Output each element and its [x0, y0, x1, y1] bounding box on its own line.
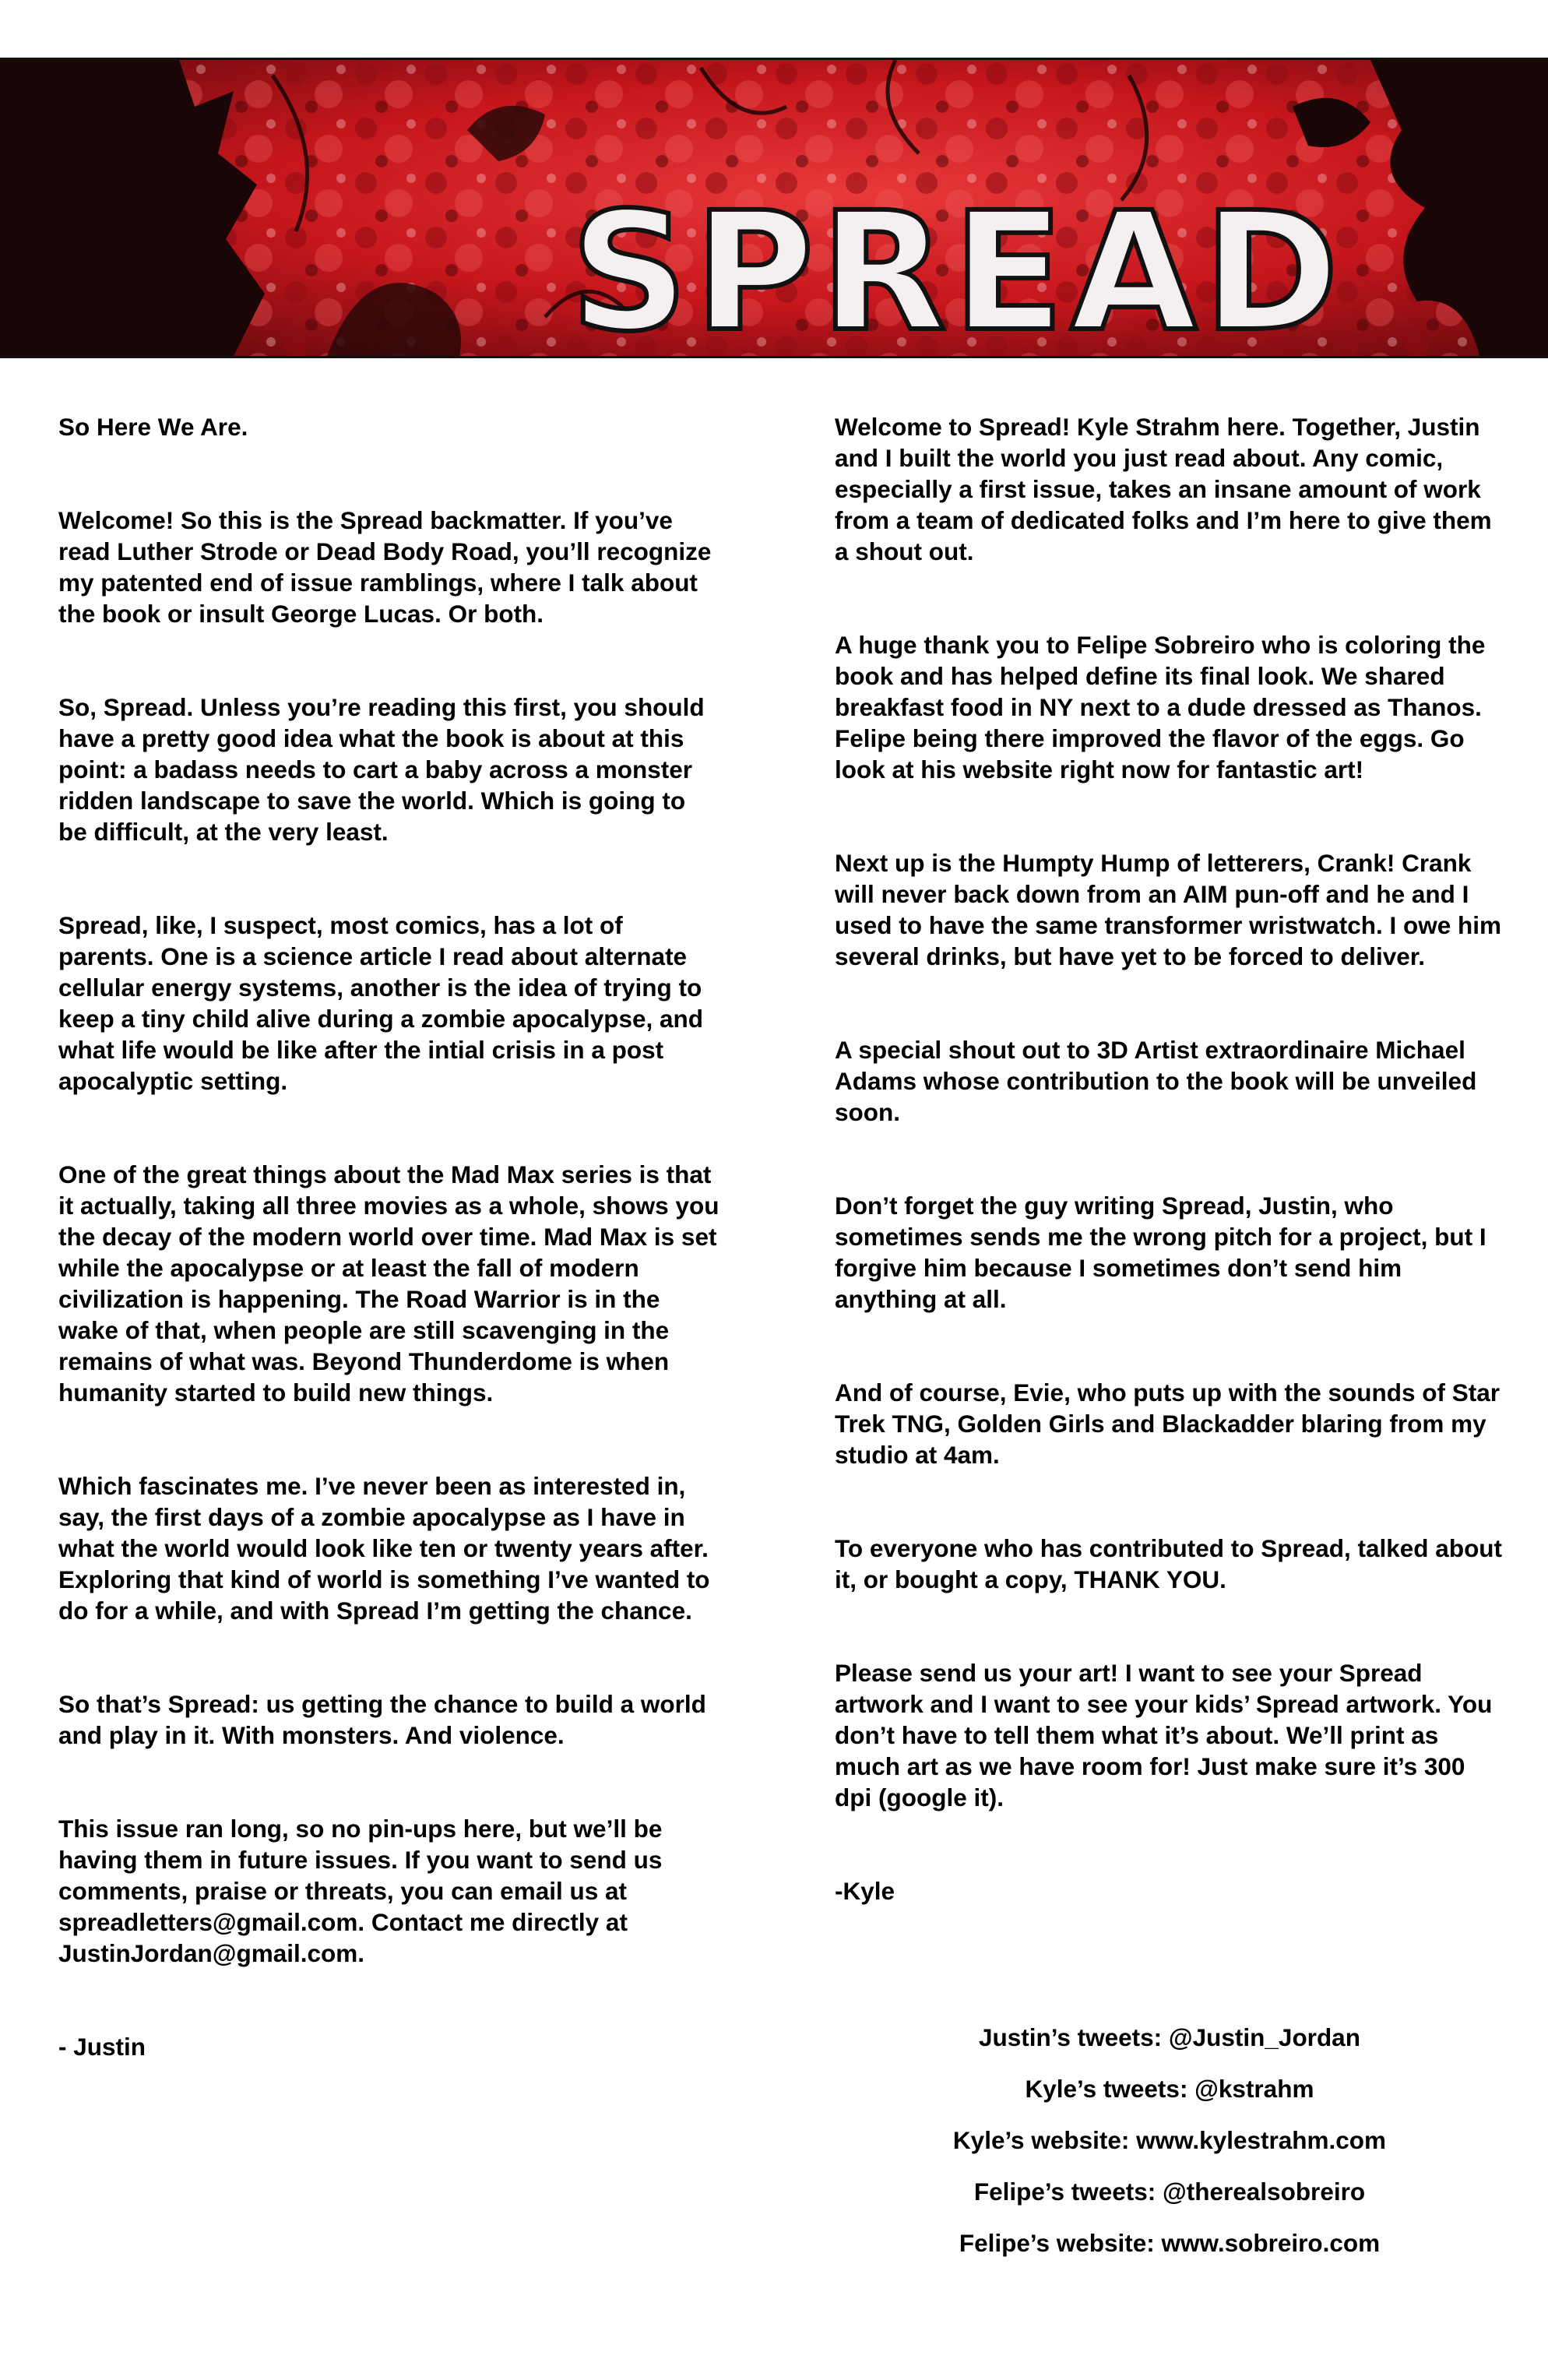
link-kyle-website: Kyle’s website: www.kylestrahm.com [952, 2126, 1387, 2154]
left-column [58, 411, 720, 2062]
contact-links [835, 2022, 1504, 2279]
left-paragraph: Welcome! So this is the Spread backmatter. If you’ve read Luther Strode or Dead Body Road, you’ll recognize my patented end of issue ramblings, where I talk about the book or insult George Lucas. Or both. [58, 506, 712, 628]
right-signature: -Kyle [835, 1877, 895, 1905]
right-paragraph: Don’t forget the guy writing Spread, Justin, who sometimes sends me the wrong pitch for a project, but I forgive him because I sometimes don’t send him anything at all. [835, 1192, 1486, 1313]
left-signature: - Justin [58, 2033, 146, 2061]
left-paragraph: Spread, like, I suspect, most comics, has a lot of parents. One is a science article I read about alternate cellular energy systems, another is the idea of trying to keep a tiny child alive during a zombie apocalypse, and what life would be like after the intial crisis in a post apocalyptic setting. [58, 911, 703, 1095]
left-paragraph: Which fascinates me. I’ve never been as interested in, say, the first days of a zombie apocalypse as I have in what the world would look like ten or twenty years after. Exploring that kind of world is something I’ve wanted to do for a while, and with Spread I’m getting the chance. [58, 1472, 710, 1625]
right-paragraph: And of course, Evie, who puts up with the sounds of Star Trek TNG, Golden Girls and Blackadder blaring from my studio at 4am. [835, 1378, 1501, 1469]
banner-art [0, 60, 1548, 356]
banner-title: SPREAD [570, 177, 1346, 356]
right-paragraph: A huge thank you to Felipe Sobreiro who is coloring the book and has helped define its final look. We shared breakfast food in NY next to a dude dressed as Thanos. Felipe being there improved the flavor of the eggs. Go look at his website right now for fantastic art! [835, 631, 1486, 783]
right-paragraph: Welcome to Spread! Kyle Strahm here. Together, Justin and I built the world you just read about. Any comic, especially a first issue, takes an insane amount of work from a team of dedicated folks and I’m here to give them a shout out. [835, 413, 1492, 565]
link-justin-twitter: Justin’s tweets: @Justin_Jordan [979, 2023, 1360, 2051]
left-paragraph: One of the great things about the Mad Max series is that it actually, taking all three movies as a whole, shows you the decay of the modern world over time. Mad Max is set while the apocalypse or at least the fall of modern civilization is happening. The Road Warrior is in the wake of that, when people are still scavenging in the remains of what was. Beyond Thunderdome is when humanity started to build new things. [58, 1160, 719, 1407]
right-column [835, 411, 1504, 1906]
right-paragraph: Next up is the Humpty Hump of letterers, Crank! Crank will never back down from an AIM pun-off and he and I used to have the same transformer wristwatch. I owe him several drinks, but have yet to be forced to deliver. [835, 849, 1501, 970]
left-paragraph: This issue ran long, so no pin-ups here, but we’ll be having them in future issues. If you want to send us comments, praise or threats, you can email us at spreadletters@gmail.com. Contact me directly at JustinJordan@gmail.com. [58, 1815, 663, 1967]
monster-silhouette-left [0, 60, 265, 356]
left-paragraph: So that’s Spread: us getting the chance to build a world and play in it. With monsters. And violence. [58, 1690, 706, 1749]
left-paragraph: So, Spread. Unless you’re reading this first, you should have a pretty good idea what the book is about at this point: a badass needs to cart a baby across a monster ridden landscape to save the world. Which is going to be difficult, at the very least. [58, 693, 705, 846]
link-felipe-website: Felipe’s website: www.sobreiro.com [959, 2229, 1381, 2257]
link-felipe-twitter: Felipe’s tweets: @therealsobreiro [973, 2178, 1366, 2206]
right-paragraph: A special shout out to 3D Artist extraordinaire Michael Adams whose contribution to the book will be unveiled soon. [835, 1036, 1477, 1126]
link-kyle-twitter: Kyle’s tweets: @kstrahm [1025, 2075, 1314, 2103]
left-heading: So Here We Are. [58, 413, 248, 441]
right-paragraph: Please send us your art! I want to see your Spread artwork and I want to see your kids’ Spread artwork. You don’t have to tell them what it’s about. We’ll print as much art as we have room for! Just make sure it’s 300 dpi (google it). [835, 1659, 1493, 1811]
right-paragraph: To everyone who has contributed to Spread, talked about it, or bought a copy, THANK YOU. [835, 1534, 1503, 1593]
header-banner [0, 58, 1548, 358]
